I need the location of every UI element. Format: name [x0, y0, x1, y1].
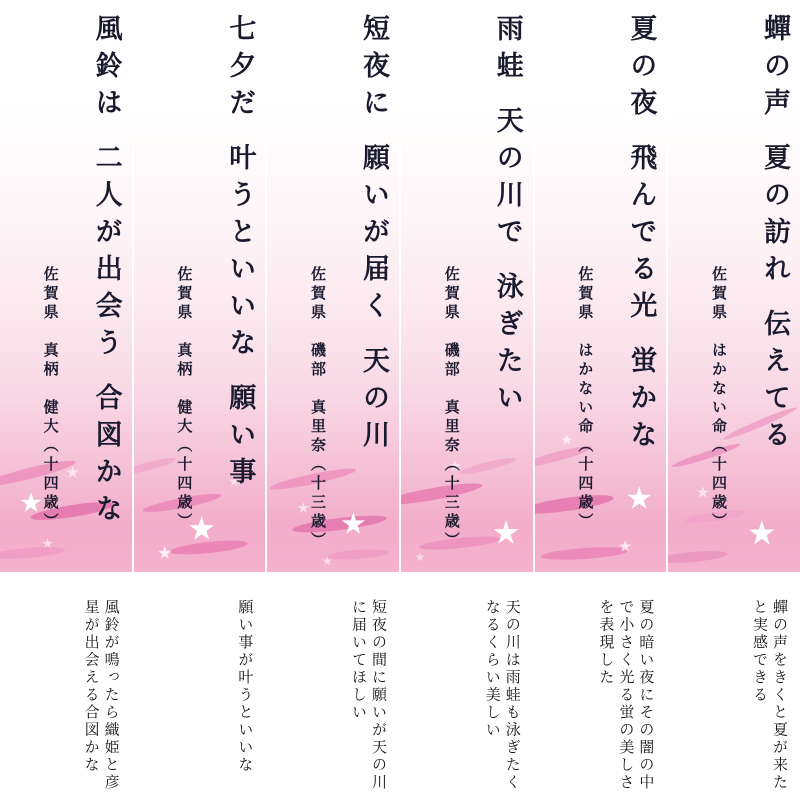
haiku-phrase: 叶うといいな — [224, 143, 256, 365]
haiku-phrase: 天の川で — [491, 106, 523, 254]
brush-stroke — [535, 491, 614, 517]
haiku-phrase: 飛んでる光 — [625, 143, 657, 328]
haiku-phrase: 夏の訪れ — [759, 143, 791, 291]
haiku-phrase: 蛍かな — [625, 346, 657, 457]
haiku-phrase: 短夜に — [358, 14, 390, 125]
comment-area — [267, 585, 399, 800]
haiku-phrase: 合図かな — [90, 383, 122, 531]
haiku-text — [358, 14, 390, 457]
star-icon — [561, 434, 573, 446]
haiku-phrase: 二人が出会う — [90, 143, 122, 365]
comment-text: 天の川は雨蛙も泳ぎたくなるくらい美しい — [483, 599, 522, 792]
author-credit: 佐賀県 はかない命（十四歳） — [576, 266, 595, 532]
haiku-phrase: 蟬の声 — [759, 14, 791, 125]
haiku-card — [535, 0, 667, 572]
haiku-phrase: 七夕だ — [224, 14, 256, 125]
brush-stroke — [169, 538, 248, 557]
brush-stroke — [540, 545, 629, 562]
comment-area — [535, 585, 667, 800]
comment-area — [668, 585, 800, 800]
divider — [535, 572, 667, 585]
haiku-text — [224, 14, 256, 494]
star-icon — [66, 466, 79, 479]
divider — [0, 572, 132, 585]
haiku-card — [267, 0, 399, 572]
brush-stroke — [292, 512, 388, 535]
haiku-panel-2 — [134, 0, 266, 800]
divider — [134, 572, 266, 585]
brush-stroke — [327, 548, 389, 561]
brush-stroke — [134, 455, 177, 477]
brush-stroke — [671, 441, 742, 470]
haiku-card — [134, 0, 266, 572]
comment-text: 蟬の声をきくと夏が来たと実感できる — [751, 599, 790, 792]
comment-text: 夏の暗い夜にその闇の中で小さく光る蛍の美しさを表現した — [597, 599, 656, 792]
star-icon — [415, 552, 425, 562]
haiku-panel-3 — [267, 0, 399, 800]
haiku-phrase: 伝えてる — [759, 309, 791, 457]
star-icon — [748, 520, 775, 547]
brush-stroke — [0, 545, 65, 561]
star-icon — [20, 492, 42, 514]
star-icon — [297, 502, 309, 514]
divider — [668, 572, 800, 585]
star-icon — [627, 486, 652, 511]
haiku-phrase: 願い事 — [224, 383, 256, 494]
haiku-text — [625, 14, 657, 457]
author-credit: 佐賀県 はかない命（十四歳） — [710, 266, 729, 532]
haiku-phrase: 風鈴は — [90, 14, 122, 125]
haiku-panel-6 — [668, 0, 800, 800]
comment-area — [134, 585, 266, 800]
haiku-phrase: 雨蛙 — [491, 14, 523, 88]
comment-text: 短夜の間に願いが天の川に届いてほしい — [350, 599, 389, 792]
haiku-phrase: 天の川 — [358, 346, 390, 457]
haiku-phrase: 願いが届く — [358, 143, 390, 328]
haiku-panel-5 — [535, 0, 667, 800]
divider — [267, 572, 399, 585]
brush-stroke — [459, 455, 517, 477]
comment-area — [401, 585, 533, 800]
haiku-phrase: 夏の夜 — [625, 14, 657, 125]
divider — [401, 572, 533, 585]
haiku-text — [491, 14, 523, 420]
comment-text: 願い事が叶うといいな — [236, 599, 255, 774]
star-icon — [696, 486, 709, 499]
haiku-panel-1 — [0, 0, 132, 800]
comment-text: 風鈴が鳴ったら織姫と彦星が出会える合図かな — [82, 599, 121, 792]
haiku-card — [401, 0, 533, 572]
haiku-text — [90, 14, 122, 531]
haiku-phrase: 泳ぎたい — [491, 272, 523, 420]
haiku-text — [759, 14, 791, 457]
star-icon — [158, 546, 172, 560]
author-credit: 佐賀県 真柄 健大（十四歳） — [41, 266, 60, 532]
author-credit: 佐賀県 真柄 健大（十四歳） — [175, 266, 194, 532]
brush-stroke — [668, 549, 728, 565]
author-credit: 佐賀県 磯部 真里奈（十三歳） — [309, 266, 328, 551]
haiku-card — [0, 0, 132, 572]
haiku-card — [668, 0, 800, 572]
haiku-panel-4 — [401, 0, 533, 800]
comment-area — [0, 585, 132, 800]
brush-stroke — [0, 457, 77, 491]
star-icon — [493, 520, 519, 546]
author-credit: 佐賀県 磯部 真里奈（十三歳） — [442, 266, 461, 551]
